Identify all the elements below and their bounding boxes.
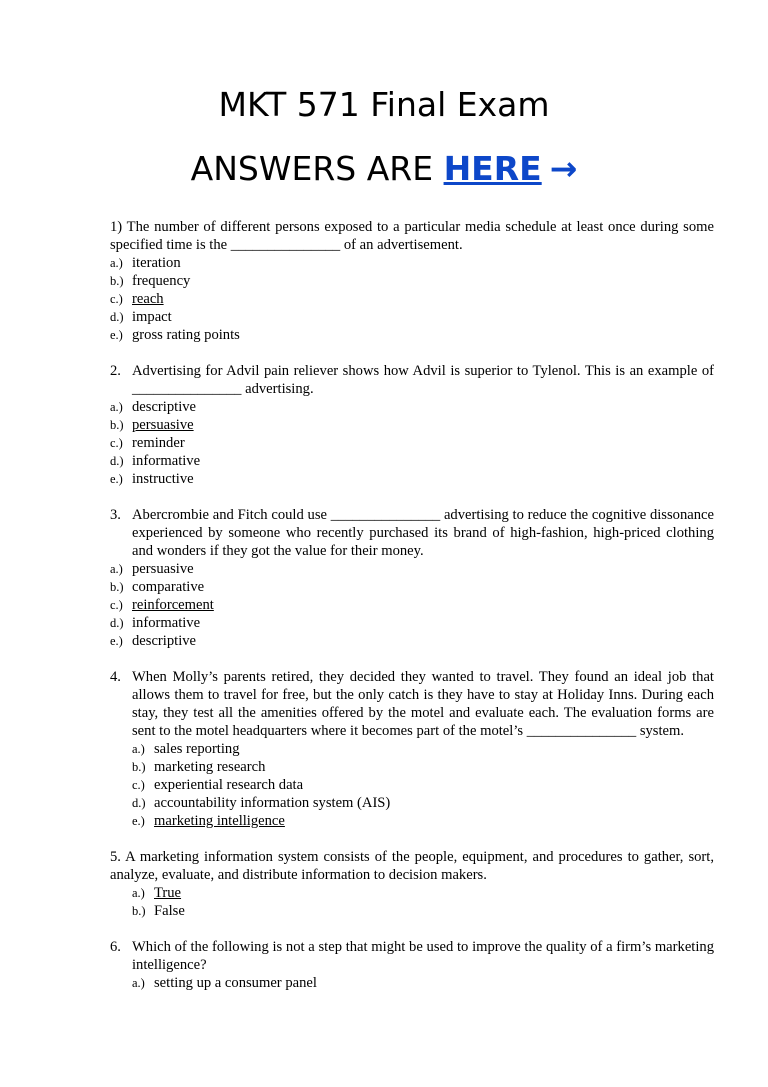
question-2-option-b: b.) persuasive — [110, 417, 194, 433]
question-5-option-b: b.) False — [132, 903, 185, 919]
question-6 — [110, 938, 714, 992]
question-1-option-d: d.) impact — [110, 309, 172, 325]
question-4-option-b: b.) marketing research — [132, 759, 266, 775]
exam-title: MKT 571 Final Exam — [218, 85, 550, 124]
correct-answer: reach — [132, 291, 164, 307]
question-4-option-d: d.) accountability information system (AIS) — [132, 795, 391, 811]
answers-banner — [0, 149, 768, 189]
question-4-stem: 4. When Molly’s parents retired, they decided they wanted to travel. They found an ideal job that allows them to travel for free, but the only catch is they have to stay at Holiday Inns. During each stay, they test all the amenities offered by the motel and evaluate each. The evaluation forms are sent to the motel headquarters where it becomes part of the motel’s _______________ system. — [110, 669, 714, 739]
question-6-stem: 6. Which of the following is not a step that might be used to improve the quality of a firm’s marketing intelligence? — [110, 939, 714, 973]
question-2-stem: 2. Advertising for Advil pain reliever shows how Advil is superior to Tylenol. This is an example of _______________ advertising. — [110, 363, 714, 397]
question-2-option-e: e.) instructive — [110, 471, 194, 487]
question-3-stem: 3. Abercrombie and Fitch could use _______________ advertising to reduce the cognitive dissonance experienced by someone who recently purchased its brand of high-fashion, high-priced clothing and wonders if they got the value for their money. — [110, 507, 714, 559]
question-3 — [110, 506, 714, 650]
question-4-option-a: a.) sales reporting — [132, 741, 240, 757]
correct-answer: True — [154, 885, 182, 901]
answers-here-link[interactable]: HERE — [443, 149, 542, 188]
question-3-option-a: a.) persuasive — [110, 561, 194, 577]
question-2-option-d: d.) informative — [110, 453, 201, 469]
question-2-option-c: c.) reminder — [110, 435, 185, 451]
question-3-option-b: b.) comparative — [110, 579, 205, 595]
arrow-right-icon: → — [549, 149, 578, 188]
question-4-option-e: e.) marketing intelligence — [132, 813, 285, 829]
question-1-option-b: b.) frequency — [110, 273, 191, 289]
question-1-option-c: c.) reach — [110, 291, 164, 307]
question-3-option-d: d.) informative — [110, 615, 201, 631]
question-1 — [110, 218, 714, 344]
question-5-stem: 5. A marketing information system consists of the people, equipment, and procedures to gather, sort, analyze, evaluate, and distribute information to decision makers. — [110, 849, 714, 883]
question-2-option-a: a.) descriptive — [110, 399, 197, 415]
exam-body — [110, 218, 714, 1010]
question-3-option-e: e.) descriptive — [110, 633, 197, 649]
question-5-option-a: a.) True — [132, 885, 182, 901]
question-1-option-e: e.) gross rating points — [110, 327, 240, 343]
question-1-option-a: a.) iteration — [110, 255, 181, 271]
question-6-option-a: a.) setting up a consumer panel — [132, 975, 317, 991]
question-5 — [110, 848, 714, 920]
question-4 — [110, 668, 714, 830]
correct-answer: persuasive — [132, 417, 194, 433]
question-1-stem: 1) The number of different persons exposed to a particular media schedule at least once during some specified time is the _______________ of an advertisement. — [110, 219, 714, 253]
correct-answer: marketing intelligence — [154, 813, 285, 829]
question-3-option-c: c.) reinforcement — [110, 597, 214, 613]
question-4-option-c: c.) experiential research data — [132, 777, 304, 793]
correct-answer: reinforcement — [132, 597, 214, 613]
question-2 — [110, 362, 714, 488]
answers-prefix: ANSWERS ARE — [190, 149, 434, 188]
